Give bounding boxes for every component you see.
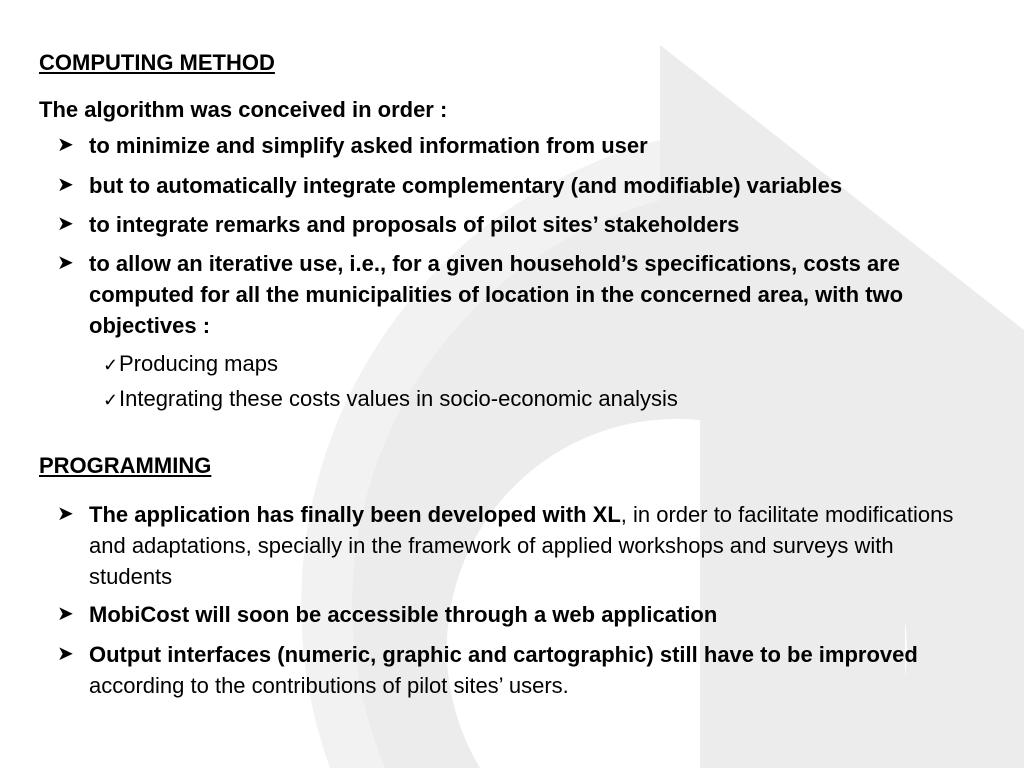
bullet-bold-text: Output interfaces (numeric, graphic and cartographic) still have to be improved	[89, 642, 918, 667]
bullet-bold-text: MobiCost will soon be accessible through a web application	[89, 602, 718, 627]
list-item	[57, 248, 929, 341]
checkmark-icon: ✓	[103, 390, 119, 410]
list-item	[57, 499, 959, 592]
list-item	[57, 130, 989, 161]
list-item	[57, 209, 989, 240]
check-item-text: Integrating these costs values in socio-economic analysis	[119, 386, 678, 411]
bullet-normal-text: according to the contributions of pilot sites’ users.	[89, 673, 569, 698]
bullet-bold-text: The application has finally been developed with XL	[89, 502, 621, 527]
bullet-text: to minimize and simplify asked information from user	[89, 133, 648, 158]
section-heading-programming: PROGRAMMING	[39, 453, 212, 478]
checkmark-icon: ✓	[103, 355, 119, 375]
list-item	[57, 639, 949, 701]
bullet-text: to allow an iterative use, i.e., for a given household’s specifications, costs are computed for all the municipalities of location in the concerned area, with two objectives :	[89, 251, 904, 338]
check-item	[103, 351, 278, 378]
check-item	[103, 386, 678, 413]
bullet-normal-text: , in order to facilitate modifications and adaptations, specially in the framework of applied workshops and surveys with students	[89, 502, 954, 589]
arrow-bullet-icon: ➤	[57, 213, 74, 235]
bullet-text: to integrate remarks and proposals of pilot sites’ stakeholders	[89, 212, 740, 237]
arrow-bullet-icon: ➤	[57, 134, 74, 156]
arrow-bullet-icon: ➤	[57, 603, 74, 625]
arrow-bullet-icon: ➤	[57, 252, 74, 274]
bullet-text: but to automatically integrate complementary (and modifiable) variables	[89, 173, 843, 198]
intro-text: The algorithm was conceived in order :	[39, 97, 448, 122]
arrow-bullet-icon: ➤	[57, 503, 74, 525]
arrow-bullet-icon: ➤	[57, 643, 74, 665]
list-item	[57, 599, 989, 630]
arrow-bullet-icon: ➤	[57, 174, 74, 196]
list-item	[57, 170, 989, 201]
section-heading-computing-method: COMPUTING METHOD	[39, 50, 275, 75]
check-item-text: Producing maps	[119, 351, 278, 376]
